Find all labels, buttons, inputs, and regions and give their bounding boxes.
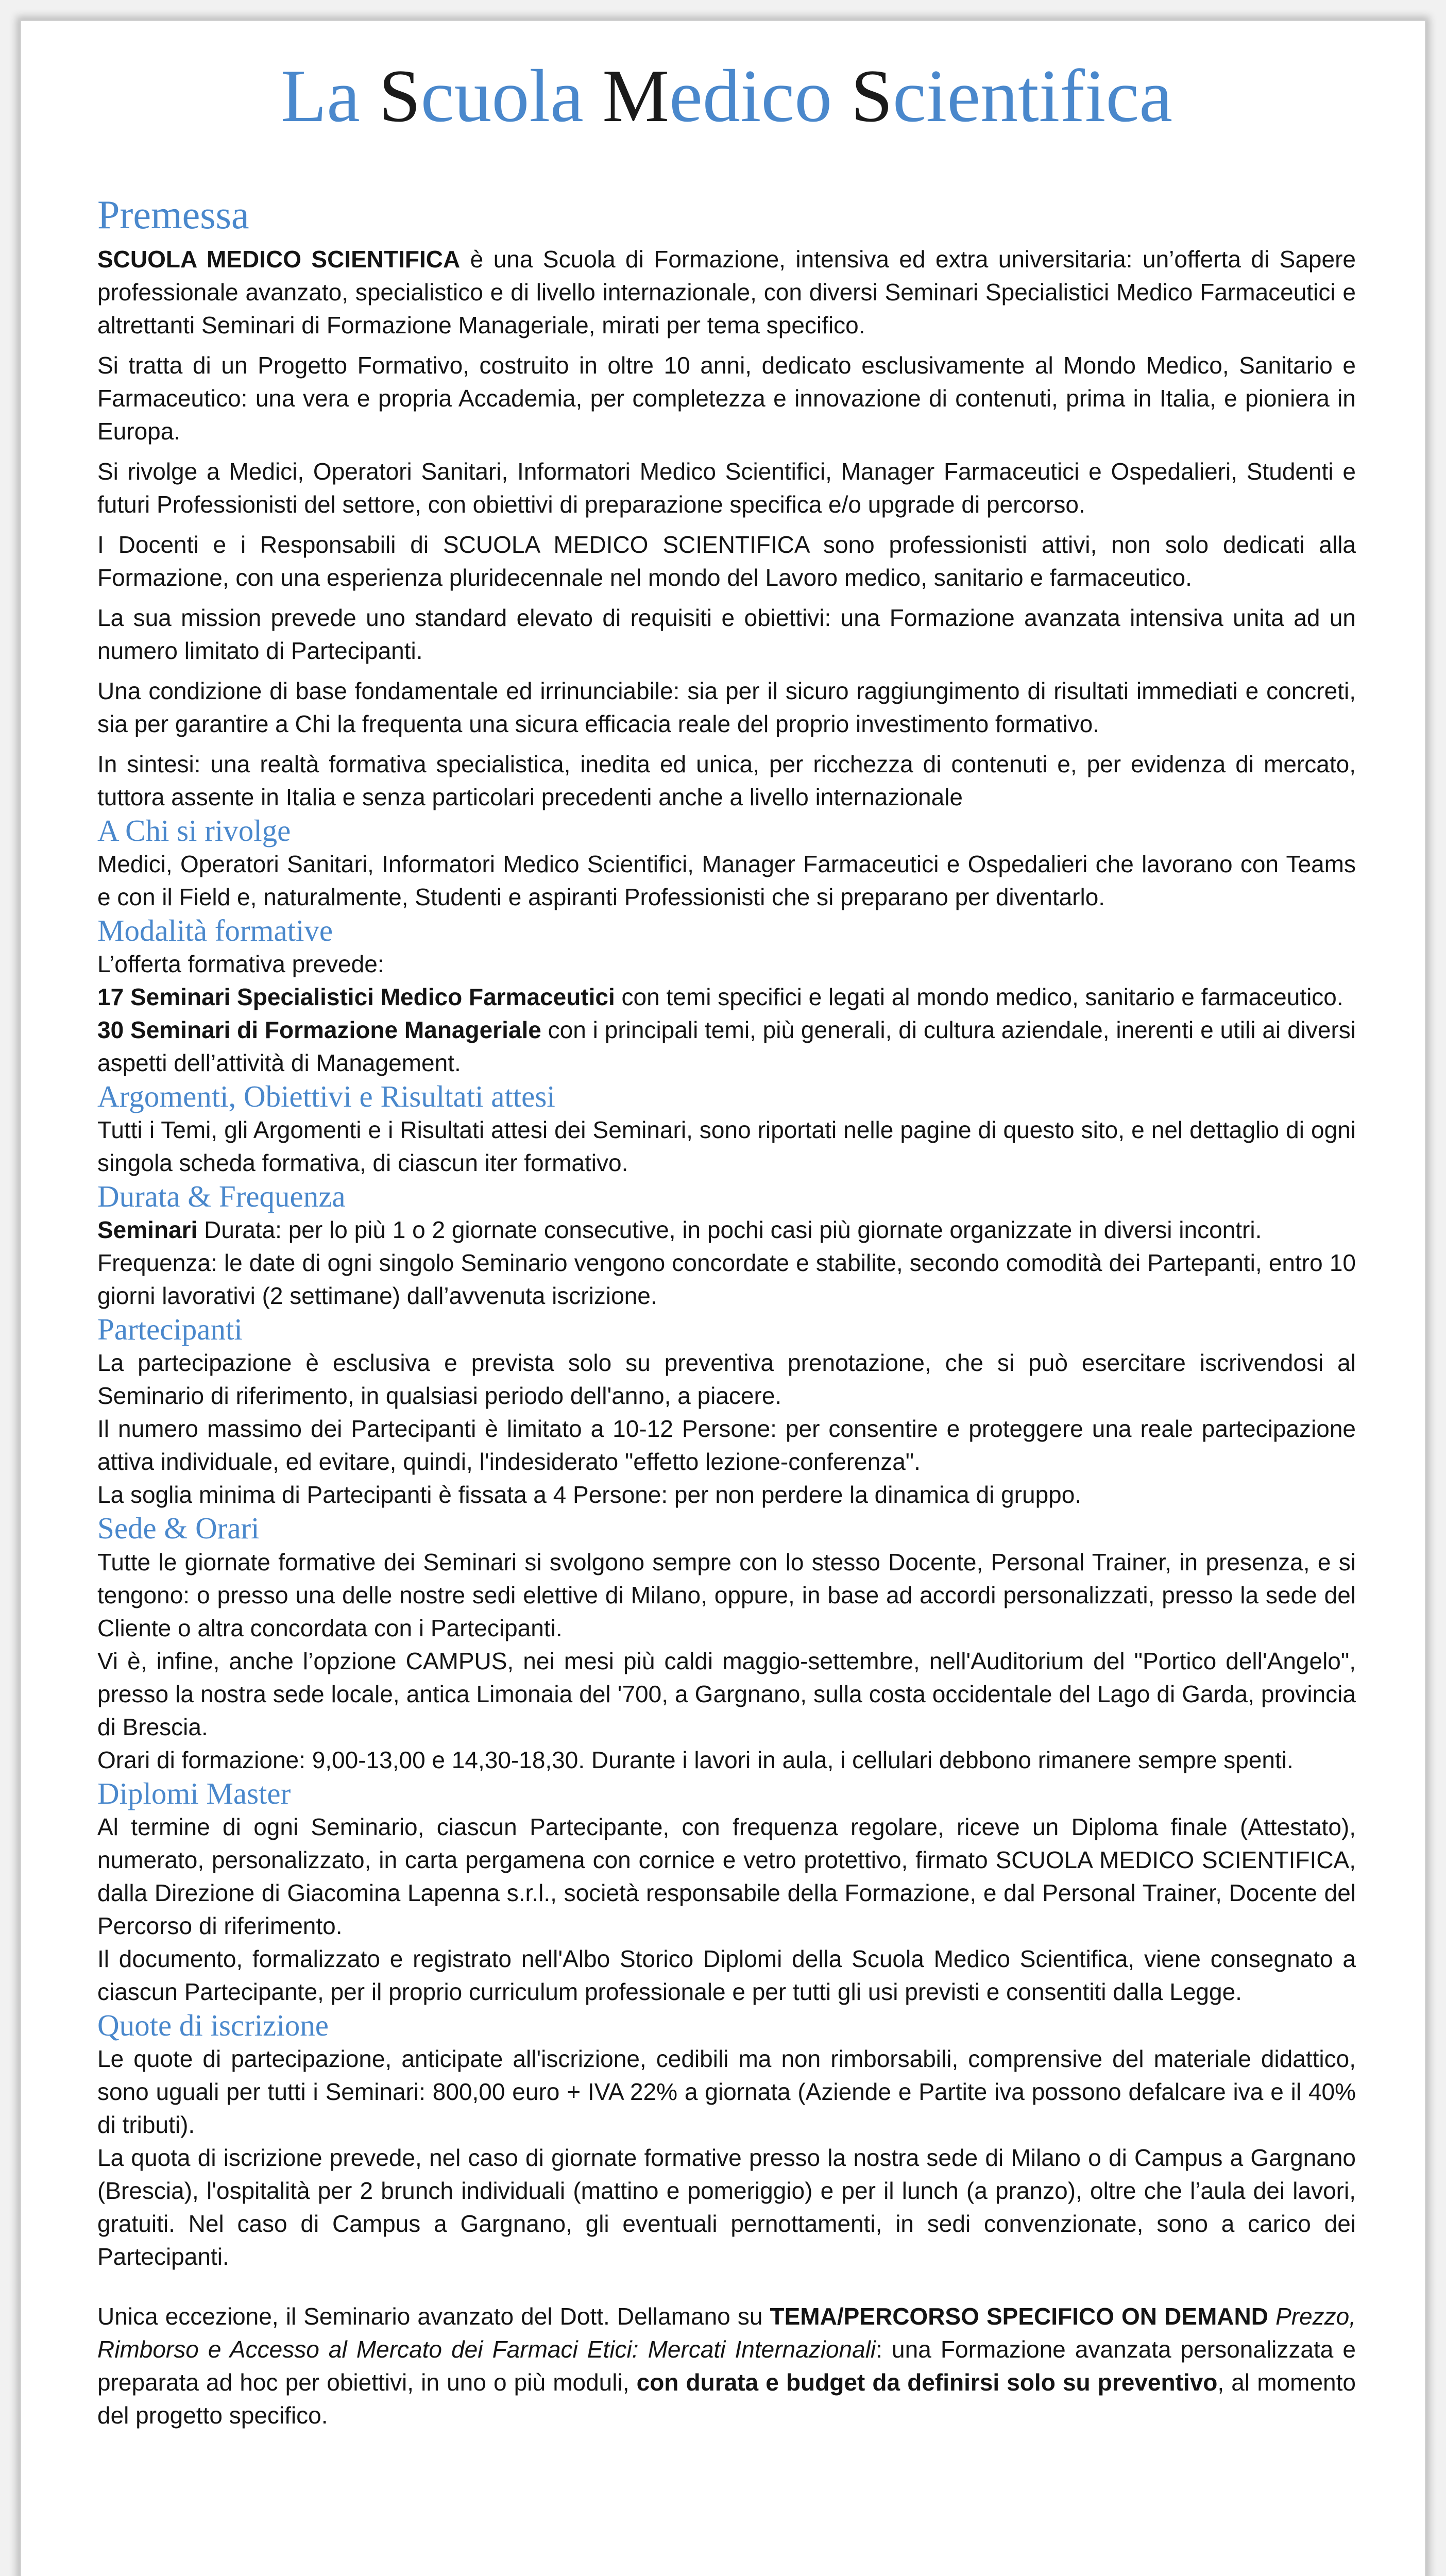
section-heading: Partecipanti (97, 1312, 243, 1347)
section-premessa (97, 191, 1356, 814)
paragraph: 17 Seminari Specialistici Medico Farmaceutici con temi specifici e legati al mondo medico, sanitario e farmaceutico. (97, 984, 1343, 1011)
page-title: La Scuola Medico Scientifica (280, 54, 1173, 138)
paragraph: La quota di iscrizione prevede, nel caso di giornate formative presso la nostra sede di Milano o di Campus a Gargnano (Brescia), l'ospitalità per 2 brunch individuali (mattino e pomeriggio) e per il lunch (a pranzo), oltre che l’aula dei lavori, gratuiti. Nel caso di Campus a Gargnano, gli eventuali pernottamenti, in sedi convenzionate, sono a carico dei Partecipanti. (97, 2144, 1356, 2270)
paragraph: Frequenza: le date di ogni singolo Seminario vengono concordate e stabilite, secondo comodità dei Partepanti, entro 10 giorni lavorativi (2 settimane) dall’avvenuta iscrizione. (97, 1249, 1356, 1310)
paragraph: Si tratta di un Progetto Formativo, costruito in oltre 10 anni, dedicato esclusivamente al Mondo Medico, Sanitario e Farmaceutico: una vera e propria Accademia, per completezza e innovazione di contenuti, prima in Italia, e pioniera in Europa. (97, 352, 1356, 445)
document-page (20, 20, 1426, 2576)
section-quote-iscrizione (97, 2008, 1356, 2432)
paragraph: La partecipazione è esclusiva e prevista solo su preventiva prenotazione, che si può esercitare iscrivendosi al Seminario di riferimento, in qualsiasi periodo dell'anno, a piacere. (97, 1349, 1356, 1410)
section-heading: Quote di iscrizione (97, 2008, 329, 2042)
paragraph: Le quote di partecipazione, anticipate all'iscrizione, cedibili ma non rimborsabili, comprensive del materiale didattico, sono uguali per tutti i Seminari: 800,00 euro + IVA 22% a giornata (Aziende e Partite iva possono defalcare iva e il 40% di tributi). (97, 2045, 1356, 2138)
paragraph: Vi è, infine, anche l’opzione CAMPUS, nei mesi più caldi maggio-settembre, nell'Auditorium del "Portico dell'Angelo", presso la nostra sede locale, antica Limonaia del '700, a Gargnano, sulla costa occidentale del Lago di Garda, provincia di Brescia. (97, 1647, 1356, 1740)
section-argomenti (97, 1079, 1356, 1179)
paragraph: 30 Seminari di Formazione Manageriale con i principali temi, più generali, di cultura aziendale, inerenti e utili ai diversi aspetti dell’attività di Management. (97, 1016, 1356, 1077)
section-a-chi-si-rivolge (97, 814, 1356, 913)
paragraph: Tutte le giornate formative dei Seminari si svolgono sempre con lo stesso Docente, Personal Trainer, in presenza, e si tengono: o presso una delle nostre sedi elettive di Milano, oppure, in base ad accordi personalizzati, presso la sede del Cliente o altra concordata con i Partecipanti. (97, 1548, 1356, 1641)
section-diplomi-master (97, 1776, 1356, 2008)
section-heading: Argomenti, Obiettivi e Risultati attesi (97, 1079, 555, 1114)
paragraph: In sintesi: una realtà formativa specialistica, inedita ed unica, per ricchezza di contenuti e, per evidenza di mercato, tuttora assente in Italia e senza particolari precedenti anche a livello internazionale (97, 751, 1356, 811)
section-heading: Sede & Orari (97, 1511, 260, 1546)
section-modalita-formative (97, 913, 1356, 1079)
section-heading: Durata & Frequenza (97, 1179, 346, 1214)
section-sede-orari (97, 1511, 1356, 1776)
section-heading: Premessa (97, 192, 249, 237)
paragraph: L’offerta formativa prevede: (97, 951, 384, 978)
paragraph: Al termine di ogni Seminario, ciascun Partecipante, con frequenza regolare, riceve un Diploma finale (Attestato), numerato, personalizzato, in carta pergamena con cornice e vetro protettivo, firmato SCUOLA MEDICO SCIENTIFICA, dalla Direzione di Giacomina Lapenna s.r.l., società responsabile della Formazione, e dal Personal Trainer, Docente del Percorso di riferimento. (97, 1813, 1356, 1939)
paragraph: Orari di formazione: 9,00-13,00 e 14,30-18,30. Durante i lavori in aula, i cellulari debbono rimanere sempre spenti. (97, 1746, 1294, 1773)
section-heading: A Chi si rivolge (97, 814, 291, 848)
paragraph: Il numero massimo dei Partecipanti è limitato a 10-12 Persone: per consentire e proteggere una reale partecipazione attiva individuale, ed evitare, quindi, l'indesiderato "effetto lezione-conferenza". (97, 1415, 1356, 1476)
section-partecipanti (97, 1312, 1356, 1511)
paragraph: Una condizione di base fondamentale ed irrinunciabile: sia per il sicuro raggiungimento di risultati immediati e concreti, sia per garantire a Chi la frequenta una sicura efficacia reale del proprio investimento formativo. (97, 677, 1356, 738)
section-heading: Diplomi Master (97, 1776, 291, 1810)
section-heading: Modalità formative (97, 913, 333, 948)
paragraph: La soglia minima di Partecipanti è fissata a 4 Persone: per non perdere la dinamica di gruppo. (97, 1481, 1082, 1509)
paragraph: Tutti i Temi, gli Argomenti e i Risultati attesi dei Seminari, sono riportati nelle pagine di questo sito, e nel dettaglio di ogni singola scheda formativa, di ciascun iter formativo. (97, 1116, 1356, 1177)
paragraph: SCUOLA MEDICO SCIENTIFICA è una Scuola di Formazione, intensiva ed extra universitaria: un’offerta di Sapere professionale avanzato, specialistico e di livello internazionale, con diversi Seminari Specialistici Medico Farmaceutici e altrettanti Seminari di Formazione Manageriale, mirati per tema specifico. (97, 246, 1356, 339)
paragraph: Unica eccezione, il Seminario avanzato del Dott. Dellamano su TEMA/PERCORSO SPECIFICO ON DEMAND Prezzo, Rimborso e Accesso al Mercato dei Farmaci Etici: Mercati Internazionali: una Formazione avanzata personalizzata e preparata ad hoc per obiettivi, in uno o più moduli, con durata e budget da definirsi solo su preventivo, al momento del progetto specifico. (97, 2302, 1356, 2429)
paragraph: Il documento, formalizzato e registrato nell'Albo Storico Diplomi della Scuola Medico Scientifica, viene consegnato a ciascun Partecipante, per il proprio curriculum professionale e per tutti gli usi previsti e consentiti dalla Legge. (97, 1945, 1356, 2005)
paragraph: Si rivolge a Medici, Operatori Sanitari, Informatori Medico Scientifici, Manager Farmaceutici e Ospedalieri, Studenti e futuri Professionisti del settore, con obiettivi di preparazione specifica e/o upgrade di percorso. (97, 458, 1356, 518)
section-durata-frequenza (97, 1179, 1356, 1312)
paragraph: Medici, Operatori Sanitari, Informatori Medico Scientifici, Manager Farmaceutici e Ospedalieri che lavorano con Teams e con il Field e, naturalmente, Studenti e aspiranti Professionisti che si preparano per diventarlo. (97, 851, 1356, 911)
paragraph: Seminari Durata: per lo più 1 o 2 giornate consecutive, in pochi casi più giornate organizzate in diversi incontri. (97, 1216, 1262, 1244)
paragraph: I Docenti e i Responsabili di SCUOLA MEDICO SCIENTIFICA sono professionisti attivi, non solo dedicati alla Formazione, con una esperienza pluridecennale nel mondo del Lavoro medico, sanitario e farmaceutico. (97, 531, 1356, 591)
paragraph: La sua mission prevede uno standard elevato di requisiti e obiettivi: una Formazione avanzata intensiva unita ad un numero limitato di Partecipanti. (97, 604, 1356, 665)
